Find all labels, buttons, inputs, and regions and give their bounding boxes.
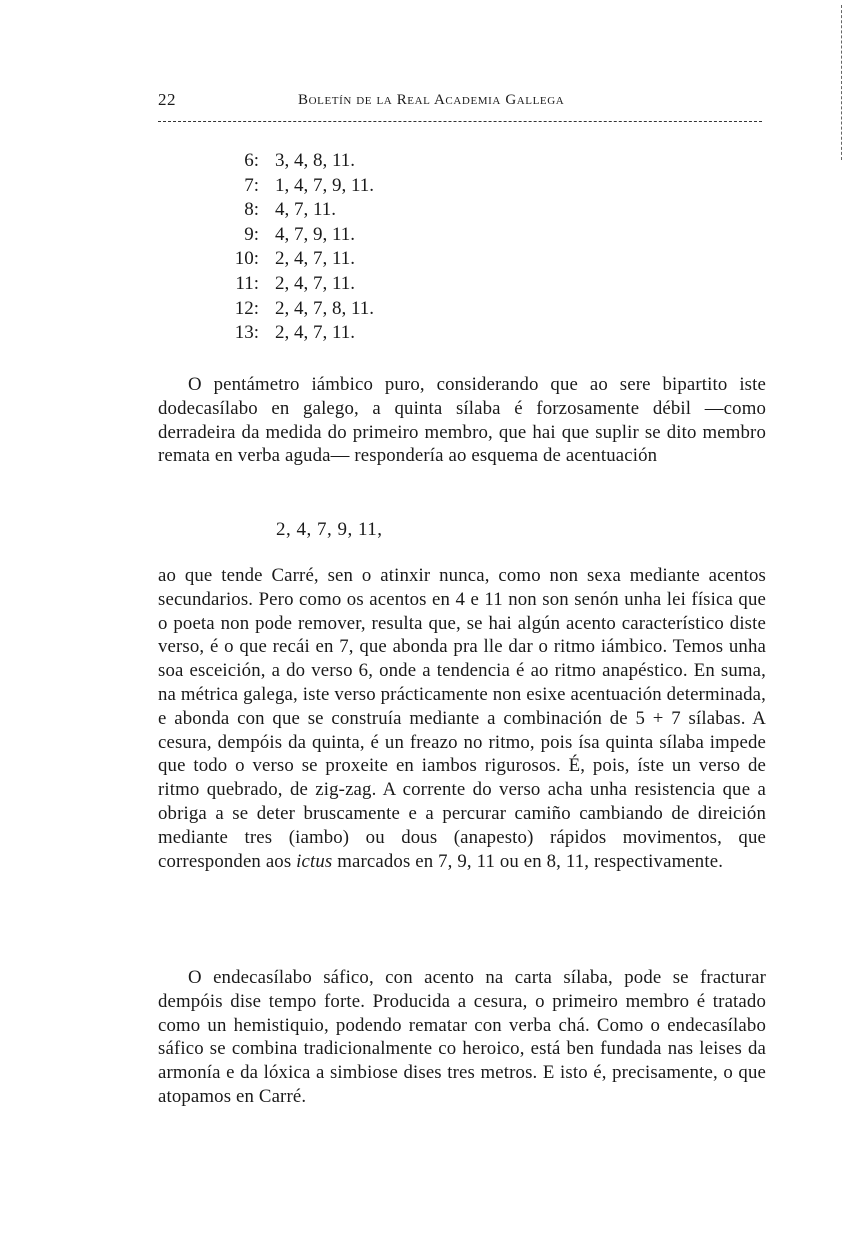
scheme-number: 9: [244, 223, 259, 245]
page-header [158, 90, 762, 118]
scheme-row [215, 297, 374, 322]
page-number: 22 [158, 90, 176, 109]
accent-scheme-list [215, 149, 374, 346]
scheme-values: 1, 4, 7, 9, 11. [275, 174, 375, 196]
scheme-number: 8: [244, 199, 259, 221]
scheme-row [215, 149, 374, 174]
scheme-row [215, 174, 374, 199]
header-rule [158, 121, 762, 122]
scheme-row [215, 247, 374, 272]
running-title: Boletín de la Real Academia Gallega [298, 92, 565, 108]
scheme-values: 2, 4, 7, 11. [275, 272, 356, 294]
ictus-term: ictus [296, 850, 333, 872]
scheme-row [215, 198, 374, 223]
scheme-row [215, 321, 374, 346]
scheme-row [215, 272, 374, 297]
scheme-values: 4, 7, 11. [275, 199, 337, 221]
analysis-text-end: marcados en 7, 9, 11 ou en 8, 11, respectivamente. [337, 850, 724, 872]
scheme-values: 2, 4, 7, 8, 11. [275, 297, 375, 319]
accent-formula: 2, 4, 7, 9, 11, [276, 519, 383, 540]
scheme-number: 6: [244, 150, 259, 171]
scheme-row [215, 223, 374, 248]
analysis-text: ao que tende Carré, sen o atinxir nunca, como non sexa mediante acentos secundarios. Pero como os acentos en 4 e 11 non son senón unha lei física que o poeta non pode remover, resulta que, se hai algún acento característico diste verso, é o que recái en 7, que abonda pra lle dar o ritmo iámbico. Temos unha soa esceición, a do verso 6, onde a tendencia é ao ritmo anapéstico. En suma, na métrica galega, iste verso prácticamente non esixe acentuación determinada, e abonda con que se construía mediante a combinación de 5 + 7 sílabas. A cesura, dempóis da quinta, é un freazo no ritmo, pois ísa quinta sílaba impede que todo o verso se proxeite en iambos rigurosos. É, pois, íste un verso de ritmo quebrado, de zig-zag. A corrente do verso acha unha resistencia que a obriga a se deter bruscamente e a percurar camiño cambiando de direición mediante tres (iambo) ou dous (anapesto) rápidos movimentos, que corresponden aos [158, 565, 766, 872]
margin-scan-mark [841, 5, 842, 160]
scheme-number: 7: [244, 174, 259, 196]
scheme-number: 10: [234, 248, 259, 270]
paragraph-analysis [158, 564, 766, 873]
scheme-values: 3, 4, 8, 11. [275, 150, 356, 171]
scheme-number: 13: [234, 322, 259, 344]
paragraph-sapphic: O endecasílabo sáfico, con acento na carta sílaba, pode se fracturar dempóis dise tempo forte. Producida a cesura, o primeiro membro é tratado como un hemistiquio, podendo rematar con verba chá. Como o endecasílabo sáfico se combina tradicionalmente co heroico, está ben fundada nas leises da armonía e da lóxica a simbiose dises tres metros. E isto é, precisamente, o que atopamos en Carré. [158, 967, 766, 1107]
scheme-values: 2, 4, 7, 11. [275, 322, 356, 344]
scheme-number: 11: [235, 272, 259, 294]
scheme-values: 2, 4, 7, 11. [275, 248, 356, 270]
scheme-values: 4, 7, 9, 11. [275, 223, 356, 245]
paragraph-pentameter: O pentámetro iámbico puro, considerando que ao sere bipartito iste dodecasílabo en galego, a quinta sílaba é forzosamente débil —como derradeira da medida do primeiro membro, que hai que suplir se dito membro remata en verba aguda— respondería ao esquema de acentuación [158, 374, 766, 467]
scheme-number: 12: [234, 297, 259, 319]
